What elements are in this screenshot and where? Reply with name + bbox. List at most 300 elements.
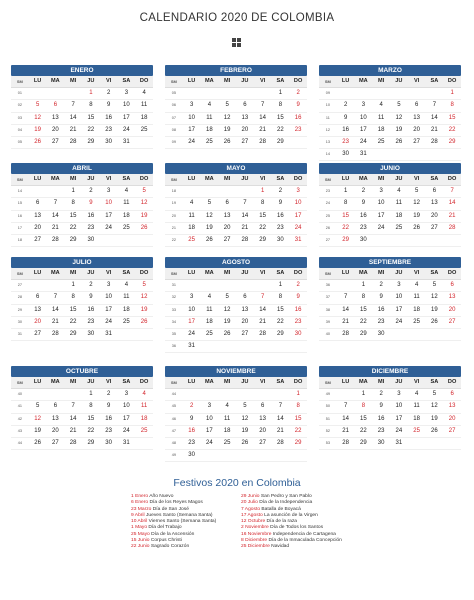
day-cell[interactable]: 9: [100, 100, 118, 112]
day-cell[interactable]: 4: [372, 100, 390, 112]
day-cell[interactable]: 28: [337, 329, 355, 341]
day-cell[interactable]: 15: [82, 413, 100, 425]
day-cell[interactable]: 10: [183, 304, 201, 316]
day-cell[interactable]: 28: [47, 329, 65, 341]
day-cell[interactable]: 24: [390, 316, 408, 328]
day-cell[interactable]: 13: [29, 210, 47, 222]
day-cell[interactable]: 2: [82, 280, 100, 292]
day-cell[interactable]: 7: [64, 401, 82, 413]
day-cell[interactable]: 18: [218, 425, 236, 437]
day-cell[interactable]: 16: [337, 124, 355, 136]
day-cell[interactable]: 13: [47, 413, 65, 425]
day-cell[interactable]: 8: [82, 401, 100, 413]
day-cell[interactable]: 7: [64, 100, 82, 112]
day-cell[interactable]: 1: [355, 389, 373, 401]
day-cell[interactable]: 29: [443, 137, 461, 149]
day-cell[interactable]: 2: [272, 186, 290, 198]
day-cell[interactable]: 20: [29, 316, 47, 328]
day-cell[interactable]: 5: [390, 100, 408, 112]
day-cell[interactable]: 30: [82, 329, 100, 341]
day-cell[interactable]: 5: [236, 401, 254, 413]
day-cell[interactable]: 19: [135, 210, 153, 222]
day-cell[interactable]: 10: [372, 198, 390, 210]
day-cell[interactable]: 2: [337, 100, 355, 112]
day-cell[interactable]: 12: [408, 198, 426, 210]
day-cell[interactable]: 19: [218, 316, 236, 328]
day-cell[interactable]: 3: [289, 186, 307, 198]
day-cell[interactable]: 13: [408, 112, 426, 124]
day-cell[interactable]: 7: [426, 100, 444, 112]
day-cell[interactable]: 23: [100, 425, 118, 437]
day-cell[interactable]: 3: [183, 100, 201, 112]
day-cell[interactable]: 5: [135, 280, 153, 292]
day-cell[interactable]: 17: [183, 316, 201, 328]
day-cell[interactable]: 15: [289, 413, 307, 425]
day-cell[interactable]: 14: [443, 198, 461, 210]
day-cell[interactable]: 9: [82, 198, 100, 210]
day-cell[interactable]: 30: [289, 329, 307, 341]
day-cell[interactable]: 17: [183, 124, 201, 136]
day-cell[interactable]: 18: [135, 413, 153, 425]
day-cell[interactable]: 22: [254, 222, 272, 234]
day-cell[interactable]: 9: [372, 292, 390, 304]
day-cell[interactable]: 29: [289, 438, 307, 450]
day-cell[interactable]: 18: [201, 124, 219, 136]
day-cell[interactable]: 31: [118, 438, 136, 450]
day-cell[interactable]: 2: [100, 88, 118, 100]
day-cell[interactable]: 27: [218, 235, 236, 247]
day-cell[interactable]: 5: [29, 401, 47, 413]
day-cell[interactable]: 15: [355, 304, 373, 316]
day-cell[interactable]: 2: [372, 389, 390, 401]
day-cell[interactable]: 28: [64, 137, 82, 149]
day-cell[interactable]: 15: [355, 413, 373, 425]
day-cell[interactable]: 15: [272, 304, 290, 316]
day-cell[interactable]: 27: [443, 425, 461, 437]
day-cell[interactable]: 25: [118, 316, 136, 328]
day-cell[interactable]: 16: [372, 304, 390, 316]
day-cell[interactable]: 27: [47, 137, 65, 149]
day-cell[interactable]: 27: [236, 329, 254, 341]
grid-icon[interactable]: [232, 38, 241, 47]
day-cell[interactable]: 23: [183, 438, 201, 450]
day-cell[interactable]: 22: [272, 316, 290, 328]
day-cell[interactable]: 19: [29, 124, 47, 136]
day-cell[interactable]: 24: [289, 222, 307, 234]
day-cell[interactable]: 10: [201, 413, 219, 425]
day-cell[interactable]: 6: [254, 401, 272, 413]
day-cell[interactable]: 27: [236, 137, 254, 149]
day-cell[interactable]: 11: [135, 401, 153, 413]
day-cell[interactable]: 16: [100, 112, 118, 124]
day-cell[interactable]: 6: [47, 401, 65, 413]
day-cell[interactable]: 22: [355, 425, 373, 437]
day-cell[interactable]: 29: [64, 329, 82, 341]
day-cell[interactable]: 3: [372, 186, 390, 198]
day-cell[interactable]: 16: [100, 413, 118, 425]
day-cell[interactable]: 10: [390, 292, 408, 304]
day-cell[interactable]: 7: [254, 100, 272, 112]
day-cell[interactable]: 22: [355, 316, 373, 328]
day-cell[interactable]: 28: [443, 222, 461, 234]
day-cell[interactable]: 21: [337, 316, 355, 328]
day-cell[interactable]: 26: [135, 222, 153, 234]
day-cell[interactable]: 28: [254, 329, 272, 341]
day-cell[interactable]: 4: [118, 280, 136, 292]
day-cell[interactable]: 12: [135, 198, 153, 210]
day-cell[interactable]: 9: [82, 292, 100, 304]
day-cell[interactable]: 1: [82, 88, 100, 100]
day-cell[interactable]: 19: [408, 210, 426, 222]
day-cell[interactable]: 4: [201, 292, 219, 304]
day-cell[interactable]: 20: [408, 124, 426, 136]
day-cell[interactable]: 13: [218, 210, 236, 222]
day-cell[interactable]: 30: [82, 235, 100, 247]
day-cell[interactable]: 22: [443, 124, 461, 136]
day-cell[interactable]: 6: [443, 280, 461, 292]
day-cell[interactable]: 30: [272, 235, 290, 247]
day-cell[interactable]: 6: [47, 100, 65, 112]
day-cell[interactable]: 26: [29, 438, 47, 450]
day-cell[interactable]: 13: [47, 112, 65, 124]
day-cell[interactable]: 14: [337, 304, 355, 316]
day-cell[interactable]: 16: [289, 304, 307, 316]
day-cell[interactable]: 12: [201, 210, 219, 222]
day-cell[interactable]: 3: [201, 401, 219, 413]
day-cell[interactable]: 21: [64, 425, 82, 437]
day-cell[interactable]: 21: [236, 222, 254, 234]
day-cell[interactable]: 25: [408, 316, 426, 328]
day-cell[interactable]: 19: [218, 124, 236, 136]
day-cell[interactable]: 29: [337, 235, 355, 247]
day-cell[interactable]: 9: [337, 112, 355, 124]
day-cell[interactable]: 1: [254, 186, 272, 198]
day-cell[interactable]: 11: [201, 304, 219, 316]
day-cell[interactable]: 22: [337, 222, 355, 234]
day-cell[interactable]: 23: [100, 124, 118, 136]
day-cell[interactable]: 30: [372, 438, 390, 450]
day-cell[interactable]: 13: [443, 401, 461, 413]
day-cell[interactable]: 16: [183, 425, 201, 437]
day-cell[interactable]: 6: [29, 198, 47, 210]
day-cell[interactable]: 2: [82, 186, 100, 198]
day-cell[interactable]: 1: [337, 186, 355, 198]
day-cell[interactable]: 18: [135, 112, 153, 124]
day-cell[interactable]: 30: [183, 450, 201, 462]
day-cell[interactable]: 5: [426, 389, 444, 401]
day-cell[interactable]: 23: [82, 316, 100, 328]
day-cell[interactable]: 8: [272, 292, 290, 304]
day-cell[interactable]: 19: [135, 304, 153, 316]
day-cell[interactable]: 5: [218, 292, 236, 304]
day-cell[interactable]: 9: [289, 292, 307, 304]
day-cell[interactable]: 24: [355, 137, 373, 149]
day-cell[interactable]: 8: [443, 100, 461, 112]
day-cell[interactable]: 1: [82, 389, 100, 401]
day-cell[interactable]: 29: [254, 235, 272, 247]
day-cell[interactable]: 5: [201, 198, 219, 210]
day-cell[interactable]: 12: [426, 292, 444, 304]
day-cell[interactable]: 23: [337, 137, 355, 149]
day-cell[interactable]: 25: [201, 137, 219, 149]
day-cell[interactable]: 24: [201, 438, 219, 450]
day-cell[interactable]: 5: [408, 186, 426, 198]
day-cell[interactable]: 27: [408, 137, 426, 149]
day-cell[interactable]: 17: [100, 304, 118, 316]
day-cell[interactable]: 26: [426, 425, 444, 437]
day-cell[interactable]: 11: [201, 112, 219, 124]
day-cell[interactable]: 6: [29, 292, 47, 304]
day-cell[interactable]: 1: [289, 389, 307, 401]
day-cell[interactable]: 22: [272, 124, 290, 136]
day-cell[interactable]: 10: [118, 401, 136, 413]
day-cell[interactable]: 14: [64, 112, 82, 124]
day-cell[interactable]: 13: [29, 304, 47, 316]
day-cell[interactable]: 14: [236, 210, 254, 222]
day-cell[interactable]: 4: [408, 389, 426, 401]
day-cell[interactable]: 18: [408, 304, 426, 316]
day-cell[interactable]: 7: [272, 401, 290, 413]
day-cell[interactable]: 1: [355, 280, 373, 292]
day-cell[interactable]: 6: [236, 100, 254, 112]
day-cell[interactable]: 17: [390, 413, 408, 425]
day-cell[interactable]: 11: [118, 292, 136, 304]
day-cell[interactable]: 11: [390, 198, 408, 210]
day-cell[interactable]: 20: [47, 425, 65, 437]
day-cell[interactable]: 1: [64, 280, 82, 292]
day-cell[interactable]: 5: [218, 100, 236, 112]
day-cell[interactable]: 5: [426, 280, 444, 292]
day-cell[interactable]: 14: [47, 304, 65, 316]
day-cell[interactable]: 11: [118, 198, 136, 210]
day-cell[interactable]: 23: [355, 222, 373, 234]
day-cell[interactable]: 25: [372, 137, 390, 149]
day-cell[interactable]: 24: [390, 425, 408, 437]
day-cell[interactable]: 4: [218, 401, 236, 413]
day-cell[interactable]: 3: [100, 280, 118, 292]
day-cell[interactable]: 18: [372, 124, 390, 136]
day-cell[interactable]: 8: [337, 198, 355, 210]
day-cell[interactable]: 31: [355, 149, 373, 161]
day-cell[interactable]: 28: [337, 438, 355, 450]
day-cell[interactable]: 21: [254, 316, 272, 328]
day-cell[interactable]: 11: [408, 401, 426, 413]
day-cell[interactable]: 27: [426, 222, 444, 234]
day-cell[interactable]: 20: [29, 222, 47, 234]
day-cell[interactable]: 2: [289, 88, 307, 100]
day-cell[interactable]: 1: [64, 186, 82, 198]
day-cell[interactable]: 8: [64, 198, 82, 210]
day-cell[interactable]: 7: [236, 198, 254, 210]
day-cell[interactable]: 7: [47, 292, 65, 304]
day-cell[interactable]: 29: [355, 329, 373, 341]
day-cell[interactable]: 29: [64, 235, 82, 247]
day-cell[interactable]: 4: [135, 88, 153, 100]
day-cell[interactable]: 19: [390, 124, 408, 136]
day-cell[interactable]: 20: [443, 413, 461, 425]
day-cell[interactable]: 26: [218, 137, 236, 149]
day-cell[interactable]: 18: [118, 304, 136, 316]
day-cell[interactable]: 24: [100, 316, 118, 328]
day-cell[interactable]: 19: [29, 425, 47, 437]
day-cell[interactable]: 20: [236, 124, 254, 136]
day-cell[interactable]: 16: [82, 304, 100, 316]
day-cell[interactable]: 14: [47, 210, 65, 222]
day-cell[interactable]: 18: [183, 222, 201, 234]
day-cell[interactable]: 15: [82, 112, 100, 124]
day-cell[interactable]: 30: [355, 235, 373, 247]
day-cell[interactable]: 18: [390, 210, 408, 222]
day-cell[interactable]: 15: [337, 210, 355, 222]
day-cell[interactable]: 25: [218, 438, 236, 450]
day-cell[interactable]: 24: [183, 137, 201, 149]
day-cell[interactable]: 31: [183, 341, 201, 353]
day-cell[interactable]: 13: [236, 112, 254, 124]
day-cell[interactable]: 31: [118, 137, 136, 149]
day-cell[interactable]: 20: [426, 210, 444, 222]
day-cell[interactable]: 11: [218, 413, 236, 425]
day-cell[interactable]: 22: [82, 124, 100, 136]
day-cell[interactable]: 23: [372, 316, 390, 328]
day-cell[interactable]: 21: [64, 124, 82, 136]
day-cell[interactable]: 2: [372, 280, 390, 292]
day-cell[interactable]: 7: [337, 292, 355, 304]
day-cell[interactable]: 10: [100, 198, 118, 210]
day-cell[interactable]: 26: [426, 316, 444, 328]
day-cell[interactable]: 11: [372, 112, 390, 124]
day-cell[interactable]: 2: [289, 280, 307, 292]
day-cell[interactable]: 15: [272, 112, 290, 124]
day-cell[interactable]: 19: [426, 304, 444, 316]
day-cell[interactable]: 2: [355, 186, 373, 198]
day-cell[interactable]: 21: [47, 316, 65, 328]
day-cell[interactable]: 26: [201, 235, 219, 247]
day-cell[interactable]: 13: [443, 292, 461, 304]
day-cell[interactable]: 25: [390, 222, 408, 234]
day-cell[interactable]: 6: [218, 198, 236, 210]
day-cell[interactable]: 7: [443, 186, 461, 198]
day-cell[interactable]: 23: [372, 425, 390, 437]
day-cell[interactable]: 16: [289, 112, 307, 124]
day-cell[interactable]: 13: [254, 413, 272, 425]
day-cell[interactable]: 11: [135, 100, 153, 112]
day-cell[interactable]: 16: [82, 210, 100, 222]
day-cell[interactable]: 4: [390, 186, 408, 198]
day-cell[interactable]: 27: [254, 438, 272, 450]
day-cell[interactable]: 6: [236, 292, 254, 304]
day-cell[interactable]: 12: [236, 413, 254, 425]
day-cell[interactable]: 31: [289, 235, 307, 247]
day-cell[interactable]: 9: [183, 413, 201, 425]
day-cell[interactable]: 31: [100, 329, 118, 341]
day-cell[interactable]: 14: [254, 304, 272, 316]
day-cell[interactable]: 28: [254, 137, 272, 149]
day-cell[interactable]: 19: [236, 425, 254, 437]
day-cell[interactable]: 29: [82, 137, 100, 149]
day-cell[interactable]: 18: [118, 210, 136, 222]
day-cell[interactable]: 2: [183, 401, 201, 413]
day-cell[interactable]: 25: [135, 425, 153, 437]
day-cell[interactable]: 25: [201, 329, 219, 341]
day-cell[interactable]: 26: [236, 438, 254, 450]
day-cell[interactable]: 10: [183, 112, 201, 124]
day-cell[interactable]: 27: [443, 316, 461, 328]
day-cell[interactable]: 31: [390, 438, 408, 450]
day-cell[interactable]: 29: [272, 329, 290, 341]
day-cell[interactable]: 25: [135, 124, 153, 136]
day-cell[interactable]: 29: [82, 438, 100, 450]
day-cell[interactable]: 17: [100, 210, 118, 222]
day-cell[interactable]: 9: [355, 198, 373, 210]
day-cell[interactable]: 10: [289, 198, 307, 210]
day-cell[interactable]: 26: [29, 137, 47, 149]
day-cell[interactable]: 3: [390, 389, 408, 401]
day-cell[interactable]: 17: [372, 210, 390, 222]
day-cell[interactable]: 26: [135, 316, 153, 328]
day-cell[interactable]: 10: [118, 100, 136, 112]
day-cell[interactable]: 5: [29, 100, 47, 112]
day-cell[interactable]: 4: [118, 186, 136, 198]
day-cell[interactable]: 28: [47, 235, 65, 247]
day-cell[interactable]: 15: [254, 210, 272, 222]
day-cell[interactable]: 14: [337, 413, 355, 425]
day-cell[interactable]: 8: [64, 292, 82, 304]
day-cell[interactable]: 22: [289, 425, 307, 437]
day-cell[interactable]: 23: [289, 124, 307, 136]
day-cell[interactable]: 7: [337, 401, 355, 413]
day-cell[interactable]: 28: [236, 235, 254, 247]
day-cell[interactable]: 12: [218, 112, 236, 124]
day-cell[interactable]: 5: [135, 186, 153, 198]
day-cell[interactable]: 10: [100, 292, 118, 304]
day-cell[interactable]: 8: [82, 100, 100, 112]
day-cell[interactable]: 24: [372, 222, 390, 234]
day-cell[interactable]: 12: [29, 413, 47, 425]
day-cell[interactable]: 16: [272, 210, 290, 222]
day-cell[interactable]: 3: [183, 292, 201, 304]
day-cell[interactable]: 22: [64, 316, 82, 328]
day-cell[interactable]: 26: [408, 222, 426, 234]
day-cell[interactable]: 14: [64, 413, 82, 425]
day-cell[interactable]: 18: [408, 413, 426, 425]
day-cell[interactable]: 9: [272, 198, 290, 210]
day-cell[interactable]: 10: [355, 112, 373, 124]
day-cell[interactable]: 6: [443, 389, 461, 401]
day-cell[interactable]: 8: [254, 198, 272, 210]
day-cell[interactable]: 19: [426, 413, 444, 425]
day-cell[interactable]: 22: [82, 425, 100, 437]
day-cell[interactable]: 30: [100, 438, 118, 450]
day-cell[interactable]: 20: [236, 316, 254, 328]
day-cell[interactable]: 16: [355, 210, 373, 222]
day-cell[interactable]: 8: [355, 401, 373, 413]
day-cell[interactable]: 29: [355, 438, 373, 450]
day-cell[interactable]: 20: [218, 222, 236, 234]
day-cell[interactable]: 12: [390, 112, 408, 124]
day-cell[interactable]: 28: [272, 438, 290, 450]
day-cell[interactable]: 30: [337, 149, 355, 161]
day-cell[interactable]: 26: [390, 137, 408, 149]
day-cell[interactable]: 24: [100, 222, 118, 234]
day-cell[interactable]: 17: [118, 413, 136, 425]
day-cell[interactable]: 10: [390, 401, 408, 413]
day-cell[interactable]: 15: [64, 210, 82, 222]
day-cell[interactable]: 19: [201, 222, 219, 234]
day-cell[interactable]: 21: [272, 425, 290, 437]
day-cell[interactable]: 26: [218, 329, 236, 341]
day-cell[interactable]: 18: [201, 316, 219, 328]
day-cell[interactable]: 28: [426, 137, 444, 149]
